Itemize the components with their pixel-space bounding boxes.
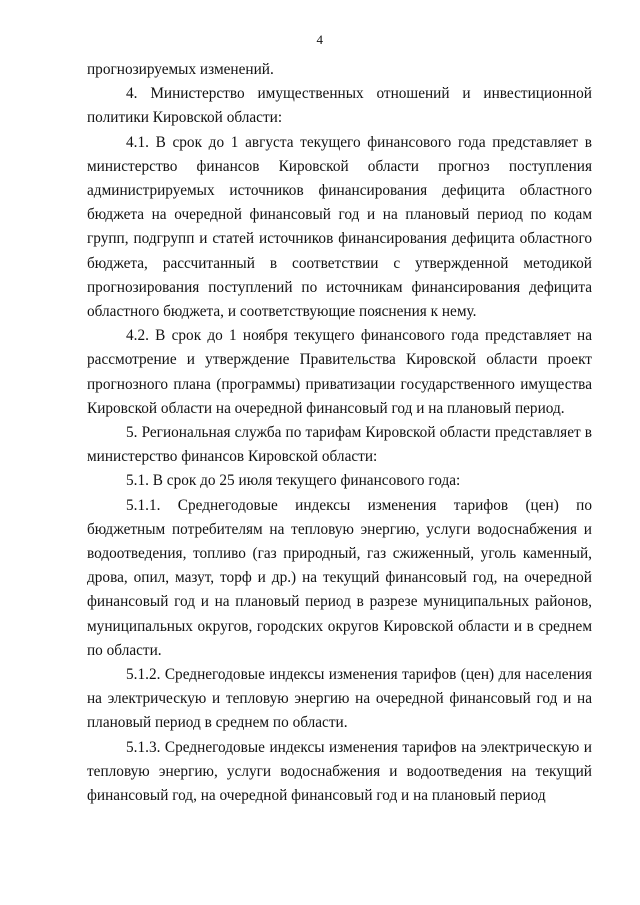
paragraph-item-5-1-2: 5.1.2. Среднегодовые индексы изменения тарифов (цен) для населения на электрическую и тепловую энергию на очередной финансовый год и на плановый период в среднем по области.	[87, 666, 592, 732]
paragraph-item-5-1: 5.1. В срок до 25 июля текущего финансового года:	[126, 472, 461, 490]
paragraph-continuation: прогнозируемых изменений.	[87, 61, 274, 78]
paragraph-item-4: 4. Министерство имущественных отношений и инвестиционной политики Кировской области:	[87, 85, 592, 127]
paragraph-item-4-2: 4.2. В срок до 1 ноября текущего финансового года представляет на рассмотрение и утверждение Правительства Кировской области проект прогнозного плана (программы) приватизации государственного имущества Кировской области на очередной финансовый год и на плановый период.	[87, 327, 592, 417]
document-body	[87, 58, 592, 808]
paragraph-item-5-1-1: 5.1.1. Среднегодовые индексы изменения тарифов (цен) по бюджетным потребителям на тепловую энергию, услуги водоснабжения и водоотведения, топливо (газ природный, газ сжиженный, уголь каменный, дрова, опил, мазут, торф и др.) на текущий финансовый год, на очередной финансовый год и на плановый период в разрезе муниципальных районов, муниципальных округов, городских округов Кировской области и в среднем по области.	[87, 496, 592, 659]
paragraph-item-5-1-3: 5.1.3. Среднегодовые индексы изменения тарифов на электрическую и тепловую энергию, услуги водоснабжения и водоотведения на текущий финансовый год, на очередной финансовый год и на плановый период	[87, 738, 592, 805]
page-number: 4	[316, 32, 324, 47]
paragraph-item-4-1: 4.1. В срок до 1 августа текущего финансового года представляет в министерство финансов Кировской области прогноз поступления администрируемых источников финансирования дефицита областного бюджета на очередной финансовый год и на плановый период по кодам групп, подгрупп и статей источников финансирования дефицита областного бюджета, рассчитанный в соответствии с утвержденной методикой прогнозирования поступлений по источникам финансирования дефицита областного бюджета, и соответствующие пояснения к нему.	[87, 133, 592, 321]
paragraph-item-5: 5. Региональная служба по тарифам Кировской области представляет в министерство финансов Кировской области:	[87, 424, 592, 466]
